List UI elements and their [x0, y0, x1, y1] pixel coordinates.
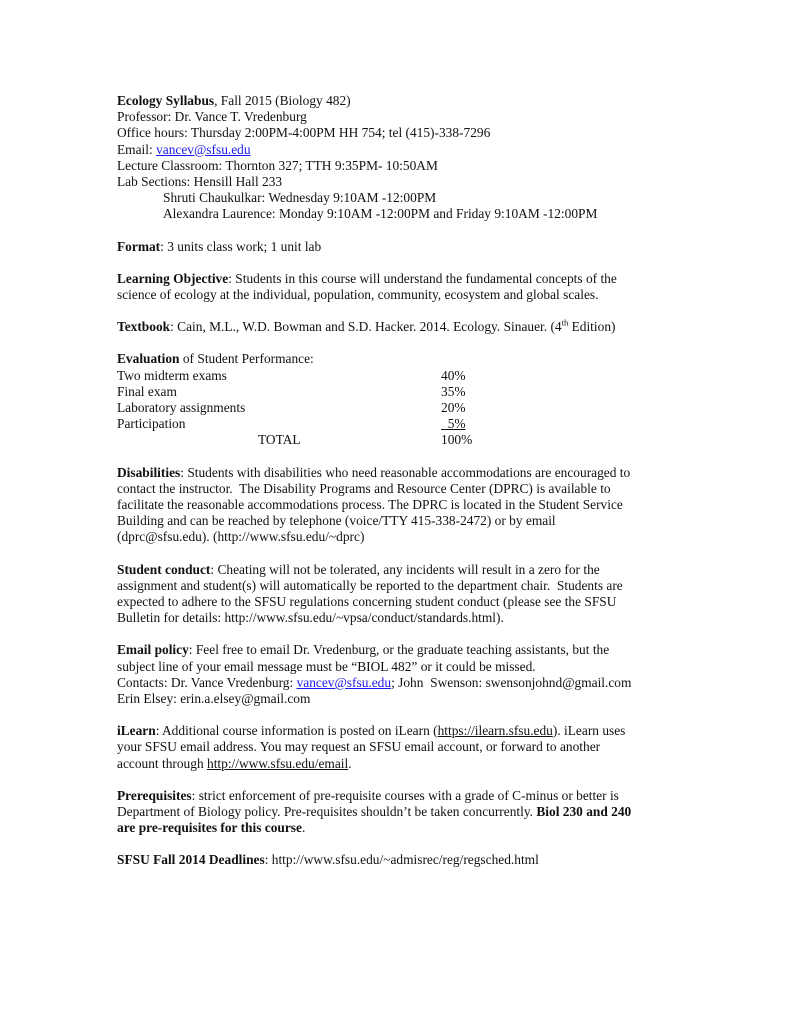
evaluation-row: Two midterm exams 40% — [117, 367, 466, 383]
disabilities-section: Disabilities: Students with disabilities who need reasonable accommodations are encouraged to contact the instructor. The Disability Programs and Resource Center (DPRC) is available to facilitate the reasonable accommodations process. The DPRC is located in the Student Service Building and can be reached by telephone (voice/TTY 415-338-2472) or by email (dprc@sfsu.edu). (http://www.sfsu.edu/~dprc) — [117, 464, 631, 545]
ilearn-link[interactable]: https://ilearn.sfsu.edu — [437, 723, 553, 739]
course-title: Ecology Syllabus — [117, 93, 215, 108]
student-conduct-section: Student conduct: Cheating will not be tolerated, any incidents will result in a zero for the assignment and student(s) will automatically be reported to the department chair. Students are expected to adhere to the SFSU regulations concerning student conduct (please see the SFSU Bulletin for details: http://www.sfsu.edu/~vpsa/conduct/standards.html). — [117, 561, 623, 626]
learning-objective-section: Learning Objective: Students in this course will understand the fundamental concepts of the science of ecology at the individual, population, community, ecosystem and global scales. — [117, 270, 617, 303]
lecture-line: Lecture Classroom: Thornton 327; TTH 9:35PM- 10:50AM — [117, 157, 438, 173]
evaluation-row: Final exam 35% — [117, 383, 466, 399]
professor-email-link[interactable]: vancev@sfsu.edu — [156, 141, 251, 157]
ta-schedule-2: Alexandra Laurence: Monday 9:10AM -12:00PM and Friday 9:10AM -12:00PM — [163, 206, 598, 222]
evaluation-row: Laboratory assignments 20% — [117, 400, 466, 416]
evaluation-section: Evaluation of Student Performance: Two midterm exams 40% Final exam 35% Laboratory assignments 20% Participation 5% TOTAL 100% — [117, 351, 677, 448]
professor-line: Professor: Dr. Vance T. Vredenburg — [117, 109, 307, 125]
ilearn-section: iLearn: Additional course information is posted on iLearn (https://ilearn.sfsu.edu). iLearn uses your SFSU email address. You may request an SFSU email account, or forward to another account through http://www.sfsu.edu/email. — [117, 723, 626, 771]
sfsu-email-link[interactable]: http://www.sfsu.edu/email — [207, 755, 349, 771]
course-title-line: Ecology Syllabus, Fall 2015 (Biology 482) — [117, 93, 351, 108]
ta-schedule-1: Shruti Chaukulkar: Wednesday 9:10AM -12:00PM — [163, 190, 437, 206]
contact-email-link[interactable]: vancev@sfsu.edu — [296, 674, 392, 690]
evaluation-row: Participation 5% — [117, 416, 466, 432]
prerequisites-section: Prerequisites: strict enforcement of pre-requisite courses with a grade of C-minus or better is Department of Biology policy. Pre-requisites shouldn’t be taken concurrently. Biol 230 and 240 are pre-requisites for this course. — [117, 787, 632, 836]
office-hours-line: Office hours: Thursday 2:00PM-4:00PM HH 754; tel (415)-338-7296 — [117, 125, 491, 141]
format-line: Format: 3 units class work; 1 unit lab — [117, 238, 322, 254]
email-line: Email: vancev@sfsu.edu — [117, 141, 251, 157]
lab-sections-line: Lab Sections: Hensill Hall 233 — [117, 174, 283, 190]
textbook-line: Textbook: Cain, M.L., W.D. Bowman and S.D. Hacker. 2014. Ecology. Sinauer. (4th Edition) — [117, 317, 616, 335]
email-policy-section: Email policy: Feel free to email Dr. Vredenburg, or the graduate teaching assistants, but the subject line of your email message must be “BIOL 482” or it could be missed. Contacts: Dr. Vance Vredenburg: vancev@sfsu.edu; John Swenson: swensonjohnd@gmail.com Erin Elsey: erin.a.elsey@gmail.com — [117, 642, 632, 707]
deadlines-line: SFSU Fall 2014 Deadlines: http://www.sfsu.edu/~admisrec/reg/regsched.html — [117, 852, 539, 868]
syllabus-content — [117, 93, 677, 869]
evaluation-total-row: TOTAL 100% — [258, 432, 473, 448]
